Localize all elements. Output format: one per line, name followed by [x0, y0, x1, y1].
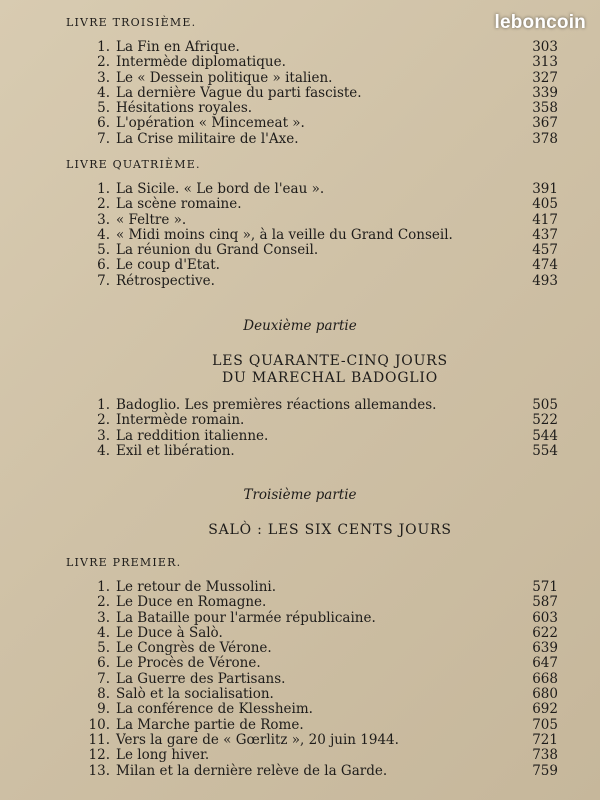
entry-title: « Feltre ».	[116, 211, 187, 228]
toc-entry	[88, 274, 558, 289]
toc-list	[88, 40, 558, 147]
entry-title: La Sicile. « Le bord de l'eau ».	[116, 181, 325, 197]
entry-title: Le Congrès de Vérone.	[116, 640, 272, 657]
toc-entry	[88, 228, 558, 243]
entry-title: La Fin en Afrique.	[116, 39, 240, 55]
toc-entry	[88, 641, 558, 656]
entry-page-number: 391	[532, 181, 558, 197]
entry-title: La Crise militaire de l'Axe.	[116, 130, 299, 147]
toc-entry	[88, 71, 558, 86]
entry-title: Le retour de Mussolini.	[116, 579, 277, 595]
entry-page-number: 303	[532, 39, 558, 55]
entry-page-number: 587	[532, 594, 558, 611]
toc-entry	[88, 595, 558, 610]
entry-number: 4.	[97, 84, 110, 101]
toc-entry	[88, 101, 558, 116]
entry-number: 3.	[97, 427, 110, 444]
entry-page-number: 622	[532, 624, 558, 641]
entry-title: Le Procès de Vérone.	[116, 655, 261, 672]
livre-heading: LIVRE QUATRIÈME.	[66, 158, 201, 171]
entry-number: 7.	[97, 670, 110, 687]
entry-number: 6.	[97, 115, 110, 132]
livre-heading: LIVRE PREMIER.	[66, 556, 182, 569]
entry-title: La dernière Vague du parti fasciste.	[116, 84, 362, 101]
entry-title: La conférence de Klessheim.	[116, 701, 313, 718]
toc-entry	[88, 116, 558, 131]
entry-number: 1.	[97, 579, 110, 595]
toc-entry	[88, 243, 558, 258]
entry-page-number: 603	[532, 609, 558, 626]
entry-title: Hésitations royales.	[116, 100, 253, 117]
toc-entry	[88, 687, 558, 702]
entry-title: « Midi moins cinq », à la veille du Grand Conseil.	[116, 226, 453, 243]
toc-entry	[88, 86, 558, 101]
livre-heading: LIVRE TROISIÈME.	[66, 16, 197, 29]
toc-list	[88, 182, 558, 289]
toc-entry	[88, 764, 558, 779]
entry-number: 4.	[97, 624, 110, 641]
entry-title: Le « Dessein politique » italien.	[116, 69, 333, 86]
entry-title: Le Duce en Romagne.	[116, 594, 267, 611]
toc-entry	[88, 702, 558, 717]
entry-number: 11.	[88, 731, 110, 748]
entry-page-number: 759	[532, 762, 558, 779]
entry-number: 7.	[97, 272, 110, 289]
entry-page-number: 457	[532, 242, 558, 259]
toc-entry	[88, 656, 558, 671]
entry-title: Le long hiver.	[116, 747, 210, 764]
entry-title: Intermède romain.	[116, 412, 245, 429]
part-title-line-1: LES QUARANTE-CINQ JOURS	[212, 353, 448, 369]
entry-title: La scène romaine.	[116, 196, 242, 213]
entry-page-number: 327	[532, 69, 558, 86]
toc-entry	[88, 55, 558, 70]
entry-title: L'opération « Mincemeat ».	[116, 115, 305, 132]
entry-number: 6.	[97, 257, 110, 274]
entry-title: Le Duce à Salò.	[116, 624, 223, 641]
entry-page-number: 417	[532, 211, 558, 228]
entry-title: La Guerre des Partisans.	[116, 670, 286, 687]
part-heading: Troisième partie	[243, 487, 357, 503]
entry-number: 3.	[97, 69, 110, 86]
entry-number: 13.	[88, 762, 110, 779]
entry-page-number: 437	[532, 226, 558, 243]
entry-number: 5.	[97, 640, 110, 657]
toc-entry	[88, 213, 558, 228]
entry-page-number: 339	[532, 84, 558, 101]
entry-page-number: 405	[532, 196, 558, 213]
entry-title: La réunion du Grand Conseil.	[116, 242, 319, 259]
toc-entry	[88, 429, 558, 444]
entry-number: 10.	[88, 716, 110, 733]
part-heading: Deuxième partie	[243, 318, 357, 334]
entry-number: 6.	[97, 655, 110, 672]
entry-page-number: 313	[532, 54, 558, 71]
entry-page-number: 692	[532, 701, 558, 718]
toc-entry	[88, 398, 558, 413]
entry-page-number: 639	[532, 640, 558, 657]
entry-title: La reddition italienne.	[116, 427, 269, 444]
entry-number: 1.	[97, 397, 110, 413]
entry-page-number: 544	[532, 427, 558, 444]
entry-number: 2.	[97, 54, 110, 71]
part-title-line-2: DU MARECHAL BADOGLIO	[221, 370, 439, 386]
entry-number: 2.	[97, 196, 110, 213]
toc-entry	[88, 733, 558, 748]
entry-page-number: 680	[532, 686, 558, 703]
toc-entry	[88, 672, 558, 687]
entry-page-number: 367	[532, 115, 558, 132]
entry-number: 7.	[97, 130, 110, 147]
toc-list	[88, 580, 558, 779]
entry-title: Exil et libération.	[116, 442, 235, 459]
entry-page-number: 668	[532, 670, 558, 687]
entry-number: 5.	[97, 242, 110, 259]
toc-entry	[88, 132, 558, 147]
toc-entry	[88, 182, 558, 197]
entry-number: 5.	[97, 100, 110, 117]
entry-title: Le coup d'Etat.	[116, 257, 220, 274]
toc-entry	[88, 197, 558, 212]
toc-list	[88, 398, 558, 459]
toc-entry	[88, 748, 558, 763]
entry-page-number: 554	[532, 442, 558, 459]
entry-number: 2.	[97, 594, 110, 611]
toc-entry	[88, 580, 558, 595]
toc-entry	[88, 626, 558, 641]
entry-title: La Marche partie de Rome.	[116, 716, 304, 733]
toc-entry	[88, 258, 558, 273]
entry-number: 3.	[97, 609, 110, 626]
entry-page-number: 474	[532, 257, 558, 274]
entry-number: 1.	[97, 39, 110, 55]
entry-number: 2.	[97, 412, 110, 429]
entry-page-number: 647	[532, 655, 558, 672]
entry-page-number: 738	[532, 747, 558, 764]
entry-page-number: 705	[532, 716, 558, 733]
part-title-line-1: SALÒ : LES SIX CENTS JOURS	[208, 522, 452, 538]
entry-title: Intermède diplomatique.	[116, 54, 286, 71]
entry-number: 4.	[97, 226, 110, 243]
toc-entry	[88, 718, 558, 733]
entry-page-number: 358	[532, 100, 558, 117]
entry-page-number: 571	[532, 579, 558, 595]
toc-entry	[88, 611, 558, 626]
entry-page-number: 522	[532, 412, 558, 429]
toc-entry	[88, 413, 558, 428]
entry-number: 1.	[97, 181, 110, 197]
toc-entry	[88, 40, 558, 55]
entry-title: Rétrospective.	[116, 272, 215, 289]
entry-page-number: 505	[532, 397, 558, 413]
leboncoin-watermark: leboncoin	[494, 12, 586, 33]
entry-number: 4.	[97, 442, 110, 459]
entry-number: 9.	[97, 701, 110, 718]
entry-title: Salò et la socialisation.	[116, 686, 274, 703]
entry-page-number: 493	[532, 272, 558, 289]
toc-entry	[88, 444, 558, 459]
entry-title: Milan et la dernière relève de la Garde.	[116, 762, 388, 779]
entry-page-number: 721	[532, 731, 558, 748]
entry-title: Vers la gare de « Gœrlitz », 20 juin 1944.	[116, 731, 399, 748]
entry-number: 8.	[97, 686, 110, 703]
entry-page-number: 378	[532, 130, 558, 147]
entry-number: 12.	[88, 747, 110, 764]
entry-title: Badoglio. Les premières réactions allemandes.	[116, 397, 437, 413]
entry-number: 3.	[97, 211, 110, 228]
entry-title: La Bataille pour l'armée républicaine.	[116, 609, 376, 626]
